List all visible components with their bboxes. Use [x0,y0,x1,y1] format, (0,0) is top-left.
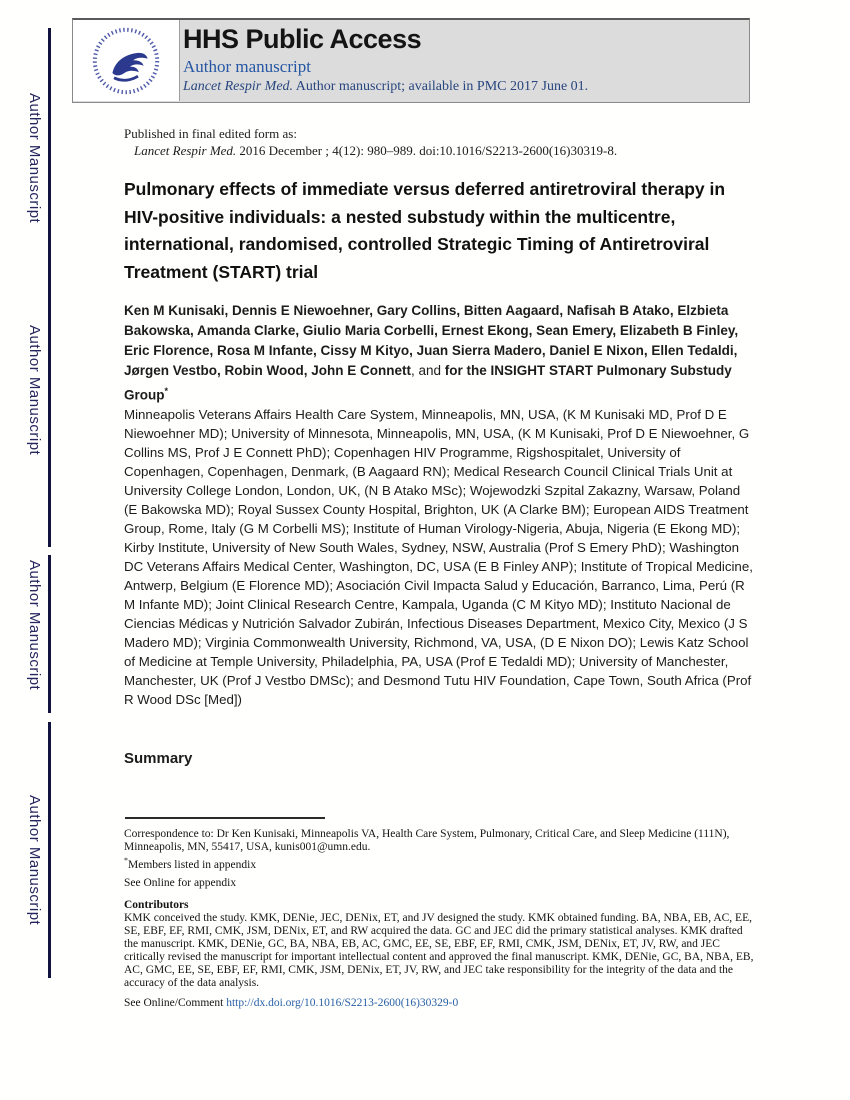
appendix-note: See Online for appendix [124,876,237,889]
sidebar-rule [48,555,51,713]
members-text: Members listed in appendix [128,858,257,871]
sidebar-rule [48,722,51,978]
article-title: Pulmonary effects of immediate versus deferred antiretroviral therapy in HIV-positive individuals: a nested substudy within the multicentre, international, randomised, controlled Strategic Timing of Antiretroviral Treatment (START) trial [124,179,726,282]
hhs-eagle-icon [90,25,162,97]
doi-link[interactable]: http://dx.doi.org/10.1016/S2213-2600(16)30329-0 [226,996,459,1009]
author-list [124,301,752,406]
hhs-header-banner [72,18,750,103]
author-manuscript-watermark: Author Manuscript [26,325,43,456]
published-line: Published in final edited form as: [124,126,297,141]
author-manuscript-watermark: Author Manuscript [26,795,43,926]
journal-name: Lancet Respir Med. [183,79,294,94]
see-online-comment [124,997,754,1010]
author-manuscript-watermark: Author Manuscript [26,93,43,224]
author-names: Ken M Kunisaki, Dennis E Niewoehner, Gary Collins, Bitten Aagaard, Nafisah B Atako, Elzbieta Bakowska, Amanda Clarke, Giulio Maria Corbelli, Ernest Ekong, Sean Emery, Elizabeth B Finley, Eric Florence, Rosa M Infante, Cissy M Kityo, Juan Sierra Madero, Daniel E Nixon, Ellen Tedaldi, Jørgen Vestbo, Robin Wood, John E Connett [124,303,739,378]
affiliations: Minneapolis Veterans Affairs Health Care System, Minneapolis, MN, USA, (K M Kunisaki MD, Prof D E Niewoehner MD); University of Minnesota, Minneapolis, MN, USA, (K M Kunisaki, Prof D E Niewoehner, G Collins MS, Prof J E Connett PhD); Copenhagen HIV Programme, Rigshospitalet, University of Copenhagen, Copenhagen, Denmark, (B Aagaard RN); Medical Research Council Clinical Trials Unit at University College London, London, UK, (N B Atako MSc); Wojewodzki Szpital Zakazny, Warsaw, Poland (E Bakowska MD); Royal Sussex County Hospital, Brighton, UK (A Clarke BM); European AIDS Treatment Group, Rome, Italy (G M Corbelli MS); Institute of Human Virology-Nigeria, Abuja, Nigeria (E Ekong MD); Kirby Institute, University of New South Wales, Sydney, NSW, Australia (Prof S Emery PhD); Washington DC Veterans Affairs Medical Center, Washington, DC, USA (E B Finley ANP); Institute of Tropical Medicine, Antwerp, Belgium (E Florence MD); Asociación Civil Impacta Salud y Educación, Barranco, Lima, Perú (R M Infante MD); Joint Clinical Research Centre, Kampala, Uganda (C M Kityo MD); Instituto Nacional de Ciencias Médicas y Nutrición Salvador Zubirán, Infectious Diseases Department, Mexico City, Mexico (J S Madero MD); Virginia Commonwealth University, Richmond, VA, USA, (D E Nixon DO); Lewis Katz School of Medicine at Temple University, Philadelphia, PA, USA (Prof E Tedaldi MD); University of Manchester, Manchester, UK (Prof J Vestbo DMSc); and Desmond Tutu HIV Foundation, Cape Town, South Africa (Prof R Wood DSc [Med]) [124,407,753,707]
contributors-heading: Contributors [124,898,189,911]
availability-text: Author manuscript; available in PMC 2017 June 01. [293,79,589,94]
citation-journal: Lancet Respir Med. [134,143,237,158]
correspondence-note: Correspondence to: Dr Ken Kunisaki, Minneapolis VA, Health Care System, Pulmonary, Critical Care, and Sleep Medicine (111N), Minneapolis, MN, 55417, USA, kunis001@umn.edu. [124,828,730,853]
availability-line [183,79,588,95]
author-and: , and [411,363,445,378]
citation-line [134,143,617,159]
header-text [183,24,588,95]
contributors-note: KMK conceived the study. KMK, DENie, JEC, DENix, ET, and JV designed the study. KMK obtained funding. BA, NBA, EB, AC, EE, SE, EBF, EF, RMI, CMK, JSM, DENix, ET, and RW acquired the data. GC and JEC did the primary statistical analyses. KMK drafted the manuscript. KMK, DENie, GC, BA, NBA, EB, AC, GMC, EE, SE, EBF, EF, RMI, CMK, JSM, DENix, ET, JV, RW, and JEC critically revised the manuscript for important intellectual content and approved the final manuscript. KMK, DENie, GC, BA, NBA, EB, AC, GMC, EE, SE, EBF, EF, RMI, CMK, JSM, DENix, ET, JV, RW, and JEC take responsibility for the integrity of the data and the accuracy of the data analysis. [124,911,754,989]
hhs-public-access-title: HHS Public Access [183,24,422,54]
footnote-rule [125,817,325,819]
citation-detail: 2016 December ; 4(12): 980–989. doi:10.1016/S2213-2600(16)30319-8. [236,143,618,158]
members-asterisk: * [124,856,128,865]
author-manuscript-label: Author manuscript [183,57,311,76]
sidebar-rule [48,28,51,547]
footnotes [124,828,754,1010]
members-note [124,854,754,872]
author-group: for the INSIGHT START Pulmonary Substudy Group [124,363,732,403]
see-comment-label: See Online/Comment [124,996,227,1009]
summary-heading: Summary [124,750,193,767]
hhs-logo [73,20,180,101]
group-asterisk: * [164,386,169,396]
author-manuscript-watermark: Author Manuscript [26,560,43,691]
